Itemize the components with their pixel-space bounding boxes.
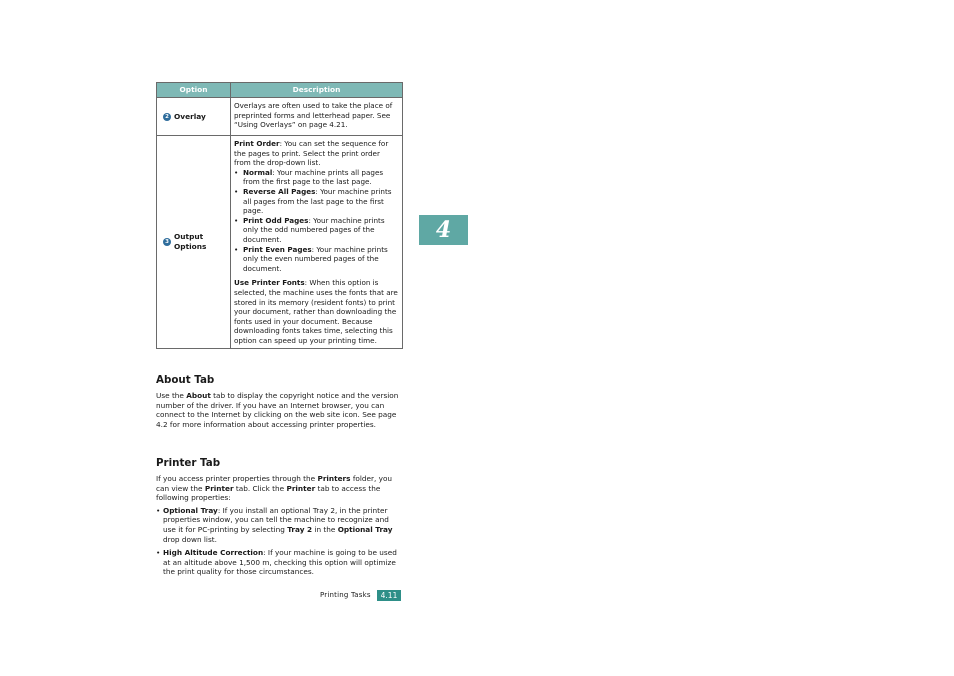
about-tab-heading: About Tab bbox=[156, 374, 215, 386]
printer-tab-heading: Printer Tab bbox=[156, 457, 221, 469]
option-cell bbox=[157, 136, 231, 349]
list-item: • Reverse All Pages: Your machine prints all pages from the last page to the first page. bbox=[243, 187, 398, 216]
number-2-icon: 2 bbox=[163, 113, 171, 121]
option-name: Output Options bbox=[174, 232, 207, 252]
table-header-description: Description bbox=[231, 83, 403, 98]
description-cell bbox=[231, 98, 403, 136]
table-row bbox=[157, 136, 403, 349]
option-cell bbox=[157, 98, 231, 136]
list-item: • High Altitude Correction: If your machine is going to be used at an altitude above 1,500 m, checking this option will optimize the print quality for those circumstances. bbox=[163, 548, 402, 577]
printer-fonts-paragraph: Use Printer Fonts: When this option is selected, the machine uses the fonts that are stored in its memory (resident fonts) to print your document, rather than downloading the fonts used in your document. Because downloading fonts takes time, selecting this option can speed up your printing time. bbox=[234, 278, 398, 345]
list-item: • Print Odd Pages: Your machine prints only the odd numbered pages of the document. bbox=[243, 216, 398, 245]
description-text: Overlays are often used to take the place of preprinted forms and letterhead paper. See “Using Overlays” on page 4.21. bbox=[234, 101, 393, 130]
table-header-option: Option bbox=[157, 83, 231, 98]
printer-fonts-label: Use Printer Fonts bbox=[234, 278, 305, 288]
table-header-row bbox=[157, 83, 403, 98]
options-table bbox=[156, 82, 403, 349]
printer-properties-list bbox=[156, 506, 402, 577]
table-row bbox=[157, 98, 403, 136]
list-item: • Print Even Pages: Your machine prints only the even numbered pages of the document. bbox=[243, 245, 398, 274]
print-order-label: Print Order bbox=[234, 139, 280, 148]
about-tab-body: Use the About tab to display the copyright notice and the version number of the driver. If you have an Internet browser, you can connect to the Internet by clicking on the web site icon. See page 4.2 for more information about accessing printer properties. bbox=[156, 391, 399, 429]
page-number: 4.11 bbox=[377, 590, 401, 601]
chapter-tab: 4 bbox=[419, 215, 468, 245]
number-3-icon: 3 bbox=[163, 238, 171, 246]
print-order-list bbox=[234, 168, 398, 274]
list-item: • Optional Tray: If you install an optional Tray 2, in the printer properties window, you can tell the machine to recognize and use it for PC-printing by selecting Tray 2 in the Optional Tray drop down list. bbox=[163, 506, 402, 544]
print-order-paragraph: Print Order: You can set the sequence for the pages to print. Select the print order from the drop-down list. bbox=[234, 139, 389, 168]
footer-section-title: Printing Tasks bbox=[320, 591, 371, 599]
list-item: • Normal: Your machine prints all pages from the first page to the last page. bbox=[243, 168, 398, 187]
option-name: Overlay bbox=[174, 111, 206, 121]
printer-tab-body: If you access printer properties through the Printers folder, you can view the Printer tab. Click the Printer tab to access the following properties: • Optional Tray: If you install an optional Tray 2, in the printer properties window, you can tell the machine to recognize and use it for PC-printing by selecting Tray 2 in the Optional Tray drop down list. • High Altitude Correction: If your machine is going to be used at an altitude above 1,500 m, checking this option will optimize the print quality for those circumstances. bbox=[156, 474, 402, 581]
description-cell bbox=[231, 136, 403, 349]
